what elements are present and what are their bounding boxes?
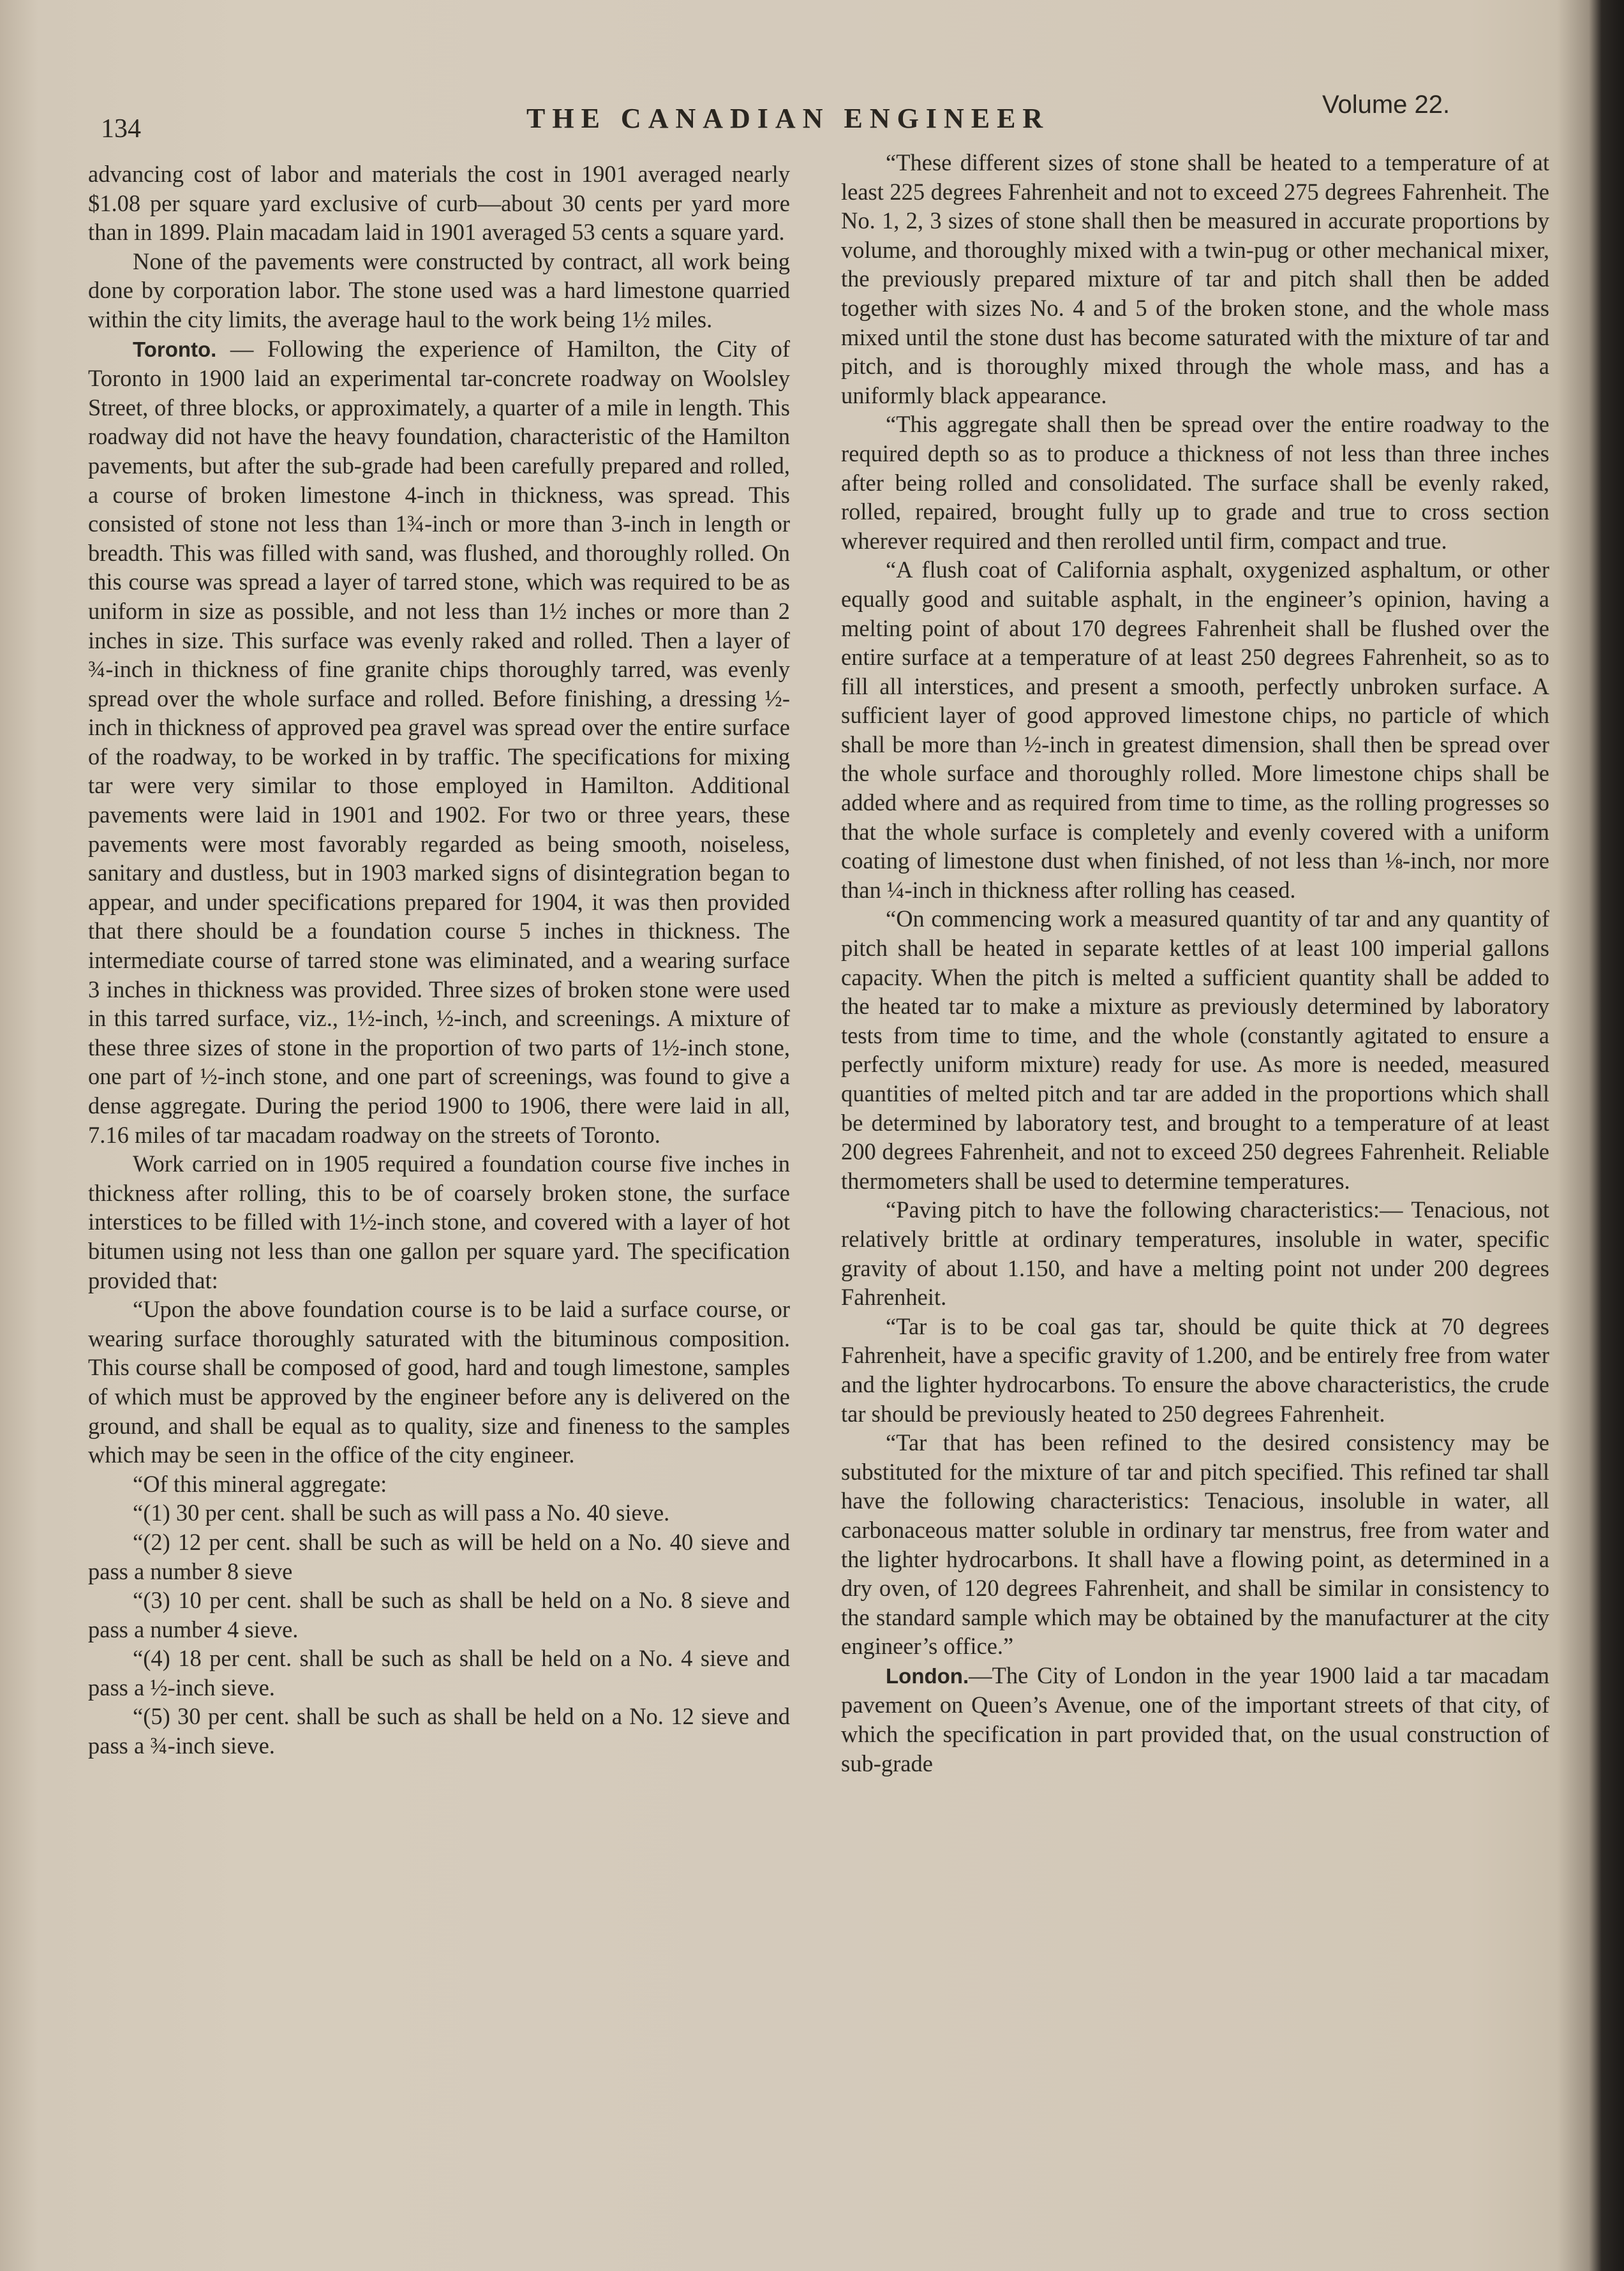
list-item: “(4) 18 per cent. shall be such as shall be held on a No. 4 sieve and pass a ½-inch sieve. bbox=[88, 1645, 790, 1701]
list-item: “(3) 10 per cent. shall be such as shall be held on a No. 8 sieve and pass a number 4 sieve. bbox=[88, 1587, 790, 1642]
paragraph: “A flush coat of California asphalt, oxygenized asphaltum, or other equally good and suitable asphalt, in the engineer’s opinion, having a melting point of about 170 degrees Fahrenheit shall be flushed over the entire surface at a temperature of at least 250 degrees Fahrenheit, so as to fill all interstices, and present a smooth, perfectly unbroken surface. A sufficient layer of good approved limestone chips, no particle of which shall be more than ½-inch in greatest dimension, shall then be spread over the whole surface and thoroughly rolled. More limestone chips shall be added where and as required from time to time, as the rolling progresses so that the whole surface is completely and evenly covered with a uniform coating of limestone dust when finished, of not less than ⅛-inch, nor more than ¼-inch in thickness after rolling has ceased. bbox=[841, 556, 1549, 903]
paragraph: None of the pavements were constructed by contract, all work being done by corporation labor. The stone used was a hard limestone quarried within the city limits, the average haul to the work being 1½ miles. bbox=[88, 248, 790, 332]
paragraph: “These different sizes of stone shall be heated to a temperature of at least 225 degrees Fahrenheit and not to exceed 275 degrees Fahrenheit. The No. 1, 2, 3 sizes of stone shall then be measured in accurate proportions by volume, and thoroughly mixed with a twin-pug or other mechanical mixer, the previously prepared mixture of tar and pitch shall then be added together with sizes No. 4 and 5 of the broken stone, and the whole mass mixed until the stone dust has become saturated with the mixture of tar and pitch, and is thoroughly mixed through the whole mass, and has a uniformly black appearance. bbox=[841, 149, 1549, 408]
paragraph bbox=[88, 334, 790, 1150]
paragraph-text: —The City of London in the year 1900 laid a tar macadam pavement on Queen’s Avenue, one of the important streets of that city, of which the specification in part provided that, on the usual construction of sub-grade bbox=[841, 1662, 1549, 1776]
right-column bbox=[841, 148, 1549, 1778]
volume-label: Volume 22. bbox=[1322, 91, 1450, 119]
paragraph: “This aggregate shall then be spread over the entire roadway to the required depth so as to produce a thickness of not less than three inches after being rolled and consolidated. The surface shall be evenly raked, rolled, repaired, brought fully up to grade and true to cross section wherever required and then rerolled until firm, compact and true. bbox=[841, 411, 1549, 554]
paragraph-text: — Following the experience of Hamilton, the City of Toronto in 1900 laid an experimental tar-concrete roadway on Woolsley Street, of three blocks, or approximately, a quarter of a mile in length. This roadway did not have the heavy foundation, characteristic of the Hamilton pavements, but after the sub-grade had been carefully prepared and rolled, a course of broken limestone 4-inch in thickness, was spread. This consisted of stone not less than 1¾-inch or more than 3-inch in length or breadth. This was filled with sand, was flushed, and thoroughly rolled. On this course was spread a layer of tarred stone, which was required to be as uniform in size as possible, and not less than 1½ inches or more than 2 inches in size. This surface was evenly raked and rolled. Then a layer of ¾-inch in thickness of fine granite chips thoroughly tarred, was evenly spread over the whole surface and rolled. Before finishing, a dressing ½-inch in thickness of approved pea gravel was spread over the entire surface of the roadway, to be worked in by traffic. The specifications for mixing tar were very similar to those employed in Hamilton. Additional pavements were laid in 1901 and 1902. For two or three years, these pavements were most favorably regarded as being smooth, noiseless, sanitary and dustless, but in 1903 marked signs of disintegration began to appear, and under specifications prepared for 1904, it was then provided that there should be a foundation course 5 inches in thickness. The intermediate course of tarred stone was eliminated, and a wearing surface 3 inches in thickness was provided. Three sizes of broken stone were used in this tarred surface, viz., 1½-inch, ½-inch, and screenings. A mixture of these three sizes of stone in the proportion of two parts of 1½-inch stone, one part of ½-inch stone, and one part of screenings, was found to give a dense aggregate. During the period 1900 to 1906, there were laid in all, 7.16 miles of tar macadam roadway on the streets of Toronto. bbox=[88, 335, 790, 1148]
paragraph bbox=[841, 1661, 1549, 1778]
section-heading-toronto: Toronto. bbox=[133, 337, 217, 361]
left-column bbox=[88, 160, 790, 1761]
paragraph: “Tar that has been refined to the desired consistency may be substituted for the mixture of tar and pitch specified. This refined tar shall have the following characteristics: Tenacious, insoluble in water, all carbonaceous matter soluble in ordinary tar menstrus, free from water and the lighter hydrocarbons. It shall have a flowing point, as determined in a dry oven, of 120 degrees Fahrenheit, and shall be similar in consistency to the standard sample which may be obtained by the manufacturer at the city engineer’s office.” bbox=[841, 1429, 1549, 1660]
paragraph: advancing cost of labor and materials the cost in 1901 averaged nearly $1.08 per square yard exclusive of curb—about 30 cents per yard more than in 1899. Plain macadam laid in 1901 averaged 53 cents a square yard. bbox=[88, 161, 790, 246]
page-header bbox=[0, 82, 1624, 144]
list-item: “(5) 30 per cent. shall be such as shall be held on a No. 12 sieve and pass a ¾-inch sieve. bbox=[88, 1703, 790, 1759]
paragraph: “Upon the above foundation course is to be laid a surface course, or wearing surface thoroughly saturated with the bituminous composition. This course shall be composed of good, hard and tough limestone, samples of which must be approved by the engineer before any is delivered on the ground, and shall be equal as to quality, size and fineness to the samples which may be seen in the office of the city engineer. bbox=[88, 1296, 790, 1468]
page-number: 134 bbox=[101, 114, 141, 144]
paragraph: Work carried on in 1905 required a foundation course five inches in thickness after rolling, this to be of coarsely broken stone, the surface interstices to be filled with 1½-inch stone, and covered with a layer of hot bitumen using not less than one gallon per square yard. The specification provided that: bbox=[88, 1150, 790, 1293]
paragraph: “On commencing work a measured quantity of tar and any quantity of pitch shall be heated in separate kettles of at least 100 imperial gallons capacity. When the pitch is melted a sufficient quantity shall be added to the heated tar to make a mixture as previously determined by laboratory tests from time to time, and the whole (constantly agitated to ensure a perfectly uniform mixture) ready for use. As more is needed, measured quantities of melted pitch and tar are added in the proportions which shall be determined by laboratory test, and brought to a temperature of at least 200 degrees Fahrenheit, and not to exceed 250 degrees Fahrenheit. Reliable thermometers shall be used to determine temperatures. bbox=[841, 905, 1549, 1194]
paragraph: “Of this mineral aggregate: bbox=[133, 1470, 387, 1497]
paragraph: “Paving pitch to have the following characteristics:— Tenacious, not relatively brittle at ordinary temperatures, insoluble in water, specific gravity of about 1.150, and have a melting point not under 200 degrees Fahrenheit. bbox=[841, 1196, 1549, 1311]
list-item: “(2) 12 per cent. shall be such as will be held on a No. 40 sieve and pass a number 8 sieve bbox=[88, 1528, 790, 1584]
journal-title: THE CANADIAN ENGINEER bbox=[526, 103, 1050, 134]
paragraph: “Tar is to be coal gas tar, should be quite thick at 70 degrees Fahrenheit, have a specific gravity of 1.200, and be entirely free from water and the lighter hydrocarbons. To ensure the above characteristics, the crude tar should be previously heated to 250 degrees Fahrenheit. bbox=[841, 1313, 1549, 1427]
list-item: “(1) 30 per cent. shall be such as will pass a No. 40 sieve. bbox=[133, 1500, 670, 1526]
section-heading-london: London. bbox=[886, 1664, 969, 1688]
